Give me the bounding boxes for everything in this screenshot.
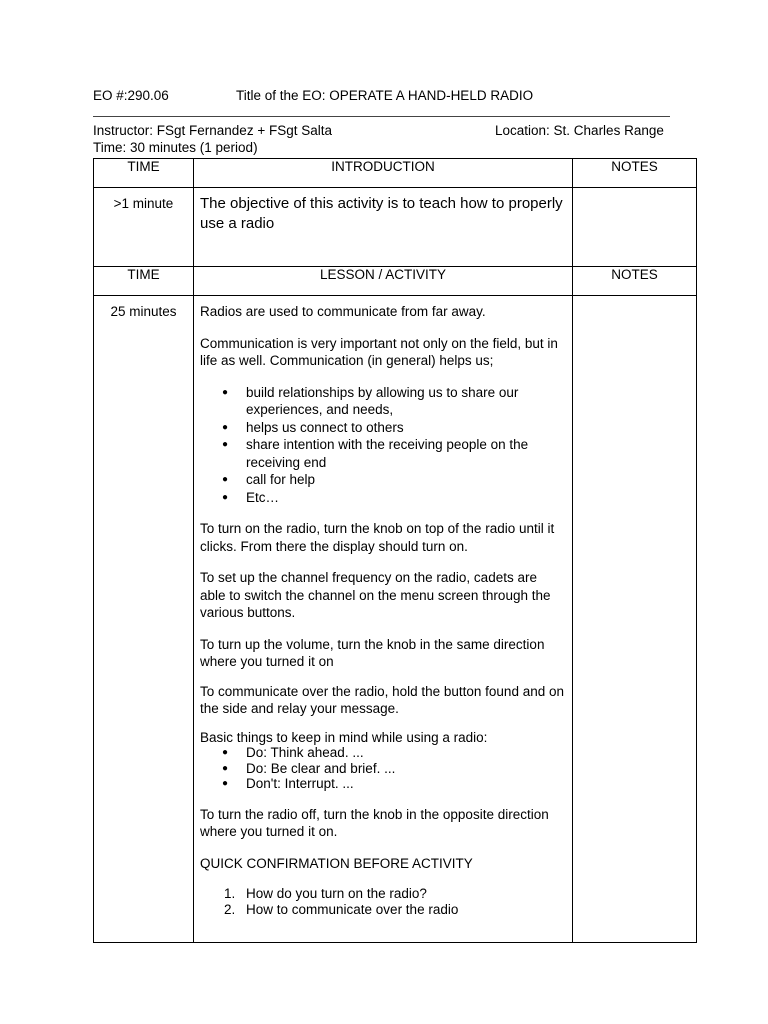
lesson-content xyxy=(194,296,573,943)
lesson-row xyxy=(94,296,697,943)
lesson-plan-table xyxy=(93,158,697,943)
list-item: 2. How to communicate over the radio xyxy=(224,901,459,917)
confirmation-questions xyxy=(200,886,566,917)
eo-number: EO #:290.06 xyxy=(93,88,169,103)
instructor: Instructor: FSgt Fernandez + FSgt Salta xyxy=(93,123,332,138)
benefits-list xyxy=(200,384,566,507)
intro-row xyxy=(94,188,697,267)
intro-notes xyxy=(573,188,697,267)
list-item: ● Do: Be clear and brief. ... xyxy=(200,761,566,777)
intro-header-notes: NOTES xyxy=(573,159,697,188)
lesson-paragraph: Radios are used to communicate from far away. xyxy=(200,304,486,319)
time-total: Time: 30 minutes (1 period) xyxy=(93,140,258,155)
lesson-header-row xyxy=(94,267,697,296)
lesson-paragraph: To turn up the volume, turn the knob in the same direction where you turned it on xyxy=(200,636,545,669)
lesson-paragraph: QUICK CONFIRMATION BEFORE ACTIVITY xyxy=(200,855,473,871)
intro-header-title: INTRODUCTION xyxy=(194,159,573,188)
lesson-paragraph: Communication is very important not only on the field, but in life as well. Communication (in general) helps us; xyxy=(200,335,558,368)
lesson-notes xyxy=(573,296,697,943)
lesson-paragraph: To communicate over the radio, hold the button found and on the side and relay your message. xyxy=(200,683,564,716)
list-item: ● Etc… xyxy=(200,489,566,507)
list-item: ● helps us connect to others xyxy=(200,419,566,437)
lesson-paragraph: To set up the channel frequency on the radio, cadets are able to switch the channel on the menu screen through the various buttons. xyxy=(200,570,551,620)
list-item: ● build relationships by allowing us to share our experiences, and needs, xyxy=(200,384,566,419)
tips-list xyxy=(200,745,566,792)
list-item: ● share intention with the receiving people on the receiving end xyxy=(200,436,566,471)
list-item: ● Don't: Interrupt. ... xyxy=(200,776,566,792)
lesson-paragraph: Basic things to keep in mind while using a radio: xyxy=(200,729,488,745)
list-item: ● Do: Think ahead. ... xyxy=(200,745,566,761)
lesson-paragraph: To turn the radio off, turn the knob in the opposite direction where you turned it on. xyxy=(200,806,549,839)
intro-time: >1 minute xyxy=(94,188,194,267)
intro-header-row xyxy=(94,159,697,188)
eo-title: Title of the EO: OPERATE A HAND-HELD RADIO xyxy=(236,88,534,103)
list-item: 1. How do you turn on the radio? xyxy=(224,886,427,901)
intro-header-time: TIME xyxy=(94,159,194,188)
list-item: ● call for help xyxy=(200,471,566,489)
header-divider xyxy=(93,116,670,117)
lesson-paragraph: To turn on the radio, turn the knob on top of the radio until it clicks. From there the display should turn on. xyxy=(200,521,555,554)
lesson-header-notes: NOTES xyxy=(573,267,697,296)
location: Location: St. Charles Range xyxy=(495,123,664,138)
lesson-time: 25 minutes xyxy=(94,296,194,943)
lesson-header-title: LESSON / ACTIVITY xyxy=(194,267,573,296)
intro-text: The objective of this activity is to teach how to properly use a radio xyxy=(194,188,573,267)
lesson-header-time: TIME xyxy=(94,267,194,296)
